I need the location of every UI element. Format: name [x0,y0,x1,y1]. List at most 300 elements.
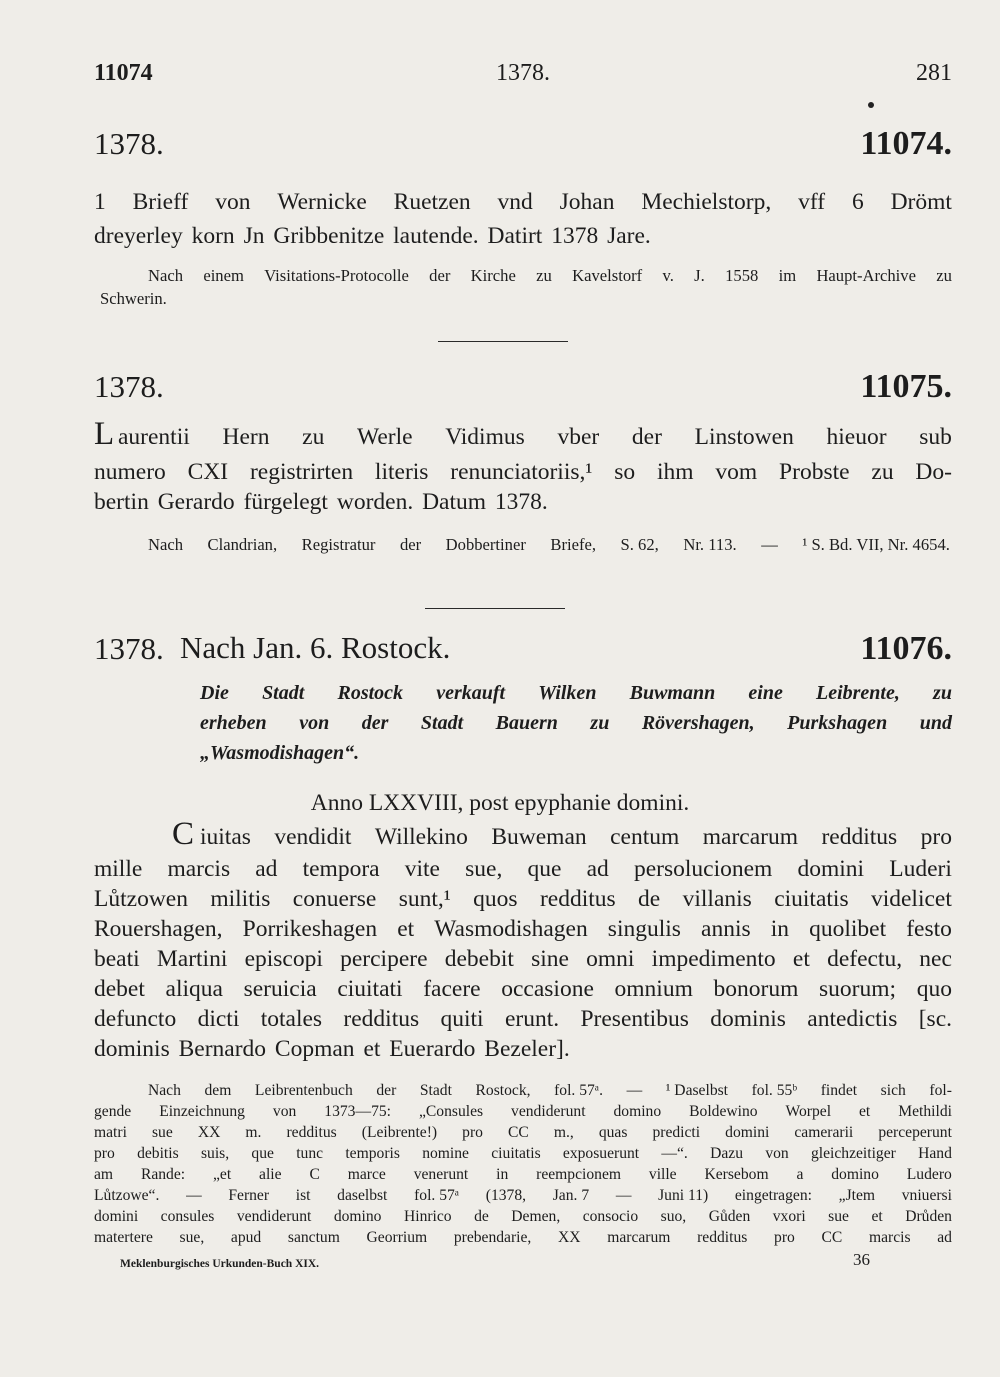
doc-11076-note-line [94,1229,952,1247]
word: Nr. 113. [683,535,737,554]
word: vber [557,424,600,450]
word: iuitas [200,824,251,850]
word: Die [200,682,229,704]
running-header-center: 1378. [496,60,550,86]
word: Nach [148,535,184,554]
doc-11075-body-line [94,459,952,486]
word: Martini [156,946,228,972]
word: — [626,1082,643,1099]
word: de [638,886,661,912]
word: dicti [197,1006,240,1032]
word: findet [820,1082,858,1099]
word: Linstowen [694,424,794,450]
word: von [272,1103,297,1120]
word: dominis [94,1036,170,1062]
word: persolucionem [633,856,773,882]
section-divider [438,341,568,342]
doc-11076-body-line [94,916,952,943]
word: Wilken [538,682,597,704]
word: und [919,712,952,734]
doc-11074-body-line [94,223,952,250]
word: Rostock, [475,1082,531,1099]
doc-11075-first-line [94,416,952,452]
word: Leibrentenbuch [254,1082,353,1099]
word: Wasmodishagen [434,916,588,942]
word: Kirche [470,266,516,285]
word: J. [694,266,705,285]
word: festo [906,916,952,942]
word: Datirt [487,223,543,249]
word: vff [798,189,826,215]
word: villanis [682,886,752,912]
doc-11076-note-line [94,1187,952,1205]
word: defectu, [827,946,903,972]
word: fol- [929,1082,952,1099]
word: m., [553,1124,574,1141]
doc-11076-first-line-words [200,824,952,851]
ink-dot [868,102,874,108]
word: eine [748,682,783,704]
word: dem [204,1082,232,1099]
word: vendiderunt [511,1103,586,1120]
doc-11075-source-line [148,535,950,555]
word: 1378 [551,223,599,249]
word: von [215,189,251,215]
word: sue, [465,856,503,882]
word: zu [933,682,952,704]
word: Rande: [140,1166,186,1183]
word: mille [94,856,143,882]
word: Ferner [228,1187,270,1204]
footer-signature: 36 [853,1250,870,1269]
word: [sc. [918,1006,952,1032]
word: Drömt [890,189,952,215]
word: Georrium [366,1229,428,1246]
word: erheben [200,712,267,734]
word: korn [191,223,235,249]
word: Porrikeshagen [242,916,378,942]
word: percipere [340,946,428,972]
word: Stadt [419,1082,452,1099]
word: Do- [915,459,952,485]
word: quiti [440,1006,484,1032]
word: Wernicke [277,189,367,215]
doc-11076-body-line [94,1006,952,1033]
word: CXI [187,459,229,485]
word: pro [920,824,952,850]
word: einem [203,266,244,285]
word: redditus [343,1006,420,1032]
doc-11076-regest-line [200,742,952,765]
word: consocio [582,1208,639,1225]
word: sue [151,1124,173,1141]
word: reempcionem [536,1166,622,1183]
word: domini [797,856,865,882]
word: omnium [614,976,693,1002]
word: Stadt [262,682,305,704]
word: sue, [179,1229,205,1246]
word: matri [94,1124,127,1141]
word: ciuitati [337,976,403,1002]
word: Kersebom [704,1166,769,1183]
word: debitis [137,1145,179,1162]
word: zu [936,266,952,285]
word: domini [725,1124,770,1141]
word: camerarii [794,1124,854,1141]
word: zu [302,424,325,450]
word: Rouershagen, [94,916,223,942]
word: episcopi [244,946,323,972]
word: im [778,266,797,285]
word: beati [94,946,140,972]
doc-11074-body-line [94,189,952,216]
word: occasione [501,976,594,1002]
word: Hinrico [403,1208,452,1225]
word: dominis [710,1006,786,1032]
word: 1373—75: [324,1103,391,1120]
word: predicti [652,1124,701,1141]
running-header-right: 281 [916,60,952,86]
word: militis [210,886,271,912]
word: Mechielstorp, [641,189,772,215]
word: zu [536,266,552,285]
word: m. [245,1124,262,1141]
word: Werle [357,424,413,450]
word: ad [586,856,609,882]
word: lautende. [393,223,479,249]
word: dreyerley [94,223,183,249]
word: Einzeichnung [159,1103,245,1120]
doc-11076-note-line [94,1145,952,1163]
word: alie [259,1166,282,1183]
word: v. [662,266,674,285]
word: „Jtem [838,1187,876,1204]
doc-11076-body-line [94,856,952,883]
doc-11076-body-line [94,1036,952,1063]
word: annis [701,916,751,942]
word: venerunt [413,1166,469,1183]
word: prebendarie, [453,1229,532,1246]
word: registrirten [249,459,354,485]
word: et [397,916,415,942]
word: Dobbertiner [445,535,526,554]
word: „Wasmodishagen“. [200,742,360,764]
word: sich [880,1082,906,1099]
word: vendidit [274,824,352,850]
word: eingetragen: [734,1187,812,1204]
word: Gribbenitze [273,223,385,249]
doc-11074-date: 1378. [94,126,164,161]
doc-11076-note-line [94,1124,952,1142]
word: Hand [918,1145,952,1162]
word: vnd [497,189,533,215]
word: domino [831,1166,879,1183]
word: Haupt-Archive [816,266,916,285]
word: fol. 57ᵃ [414,1187,460,1204]
word: vom [715,459,758,485]
word: Hern [222,424,270,450]
doc-11076-initial: C [172,816,195,852]
word: in [496,1166,509,1183]
word: quas [598,1124,628,1141]
word: Bauern [495,712,558,734]
word: debebit [444,946,514,972]
word: et [363,1036,381,1062]
word: defuncto [94,1006,177,1032]
word: Juni 11) [658,1187,709,1204]
word: von [299,712,330,734]
word: Buweman [491,824,587,850]
word: Briefe, [550,535,596,554]
word: fol. 55ᵇ [751,1082,798,1099]
word: Methildi [898,1103,952,1120]
word: am [94,1166,114,1183]
word: sue [828,1208,849,1225]
word: pro [462,1124,483,1141]
doc-11076-place: Nach Jan. 6. Rostock. [180,630,451,665]
word: Leibrente, [816,682,900,704]
doc-11076-note-line [94,1208,952,1226]
word: et [792,946,810,972]
word: Nach [148,266,184,285]
word: der [429,266,451,285]
word: marcarum [702,824,798,850]
word: vxori [772,1208,806,1225]
word: sine [531,946,569,972]
word: nec [919,946,952,972]
word: totales [260,1006,323,1032]
word: CC [507,1124,529,1141]
word: XX [197,1124,221,1141]
word: Gůden [708,1208,751,1225]
word: ist [295,1187,311,1204]
doc-11076-regest-line [200,712,952,735]
word: et [871,1208,883,1225]
word: Demen, [511,1208,561,1225]
word: (1378, [485,1187,527,1204]
word: domino [333,1208,382,1225]
doc-11075-number: 11075. [860,368,952,405]
word: aurentii [118,424,190,450]
word: redditus [821,824,898,850]
word: Euerardo [389,1036,476,1062]
doc-11075-first-line-words [118,424,952,451]
doc-11076-regest-line [200,682,952,705]
word: Brieff [132,189,189,215]
word: in [770,916,790,942]
word: erunt. [504,1006,560,1032]
word: gende [94,1103,132,1120]
word: 1558 [725,266,759,285]
word: exposuerunt [562,1145,640,1162]
word: redditus [539,886,616,912]
word: impedimento [651,946,776,972]
word: ad [937,1229,952,1246]
word: zu [871,459,894,485]
word: Luderi [889,856,952,882]
word: ¹ Daselbst [665,1082,729,1099]
word: seruicia [243,976,317,1002]
word: zu [590,712,610,734]
word: marcarum [607,1229,671,1246]
word: nomine [422,1145,469,1162]
word: singulis [607,916,681,942]
word: Purkshagen [787,712,888,734]
doc-11076-heading [94,630,952,668]
word: vendiderunt [236,1208,312,1225]
word: Jan. 7 [552,1187,590,1204]
word: numero [94,459,166,485]
doc-11076-number: 11076. [860,630,952,667]
word: der [361,712,389,734]
word: Ludero [906,1166,952,1183]
word: matertere [94,1229,153,1246]
word: C [309,1166,320,1183]
word: suo, [660,1208,687,1225]
word: temporis [345,1145,400,1162]
word: Probste [779,459,850,485]
word: fürgelegt [243,489,328,515]
word: Kavelstorf [572,266,643,285]
doc-11076-date: 1378. [94,631,164,666]
word: gleichzeitiger [810,1145,896,1162]
word: Schwerin. [100,289,167,308]
word: — [761,535,778,554]
word: Presentibus [580,1006,689,1032]
doc-11076-body-line [94,946,952,973]
doc-11074-heading [94,125,952,163]
word: quos [473,886,518,912]
word: so [614,459,636,485]
word: Dazu [710,1145,744,1162]
doc-11076-note-line [148,1082,952,1100]
word: Clandrian, [207,535,278,554]
word: bertin [94,489,149,515]
word: ville [648,1166,677,1183]
word: pro [774,1229,795,1246]
word: — [186,1187,202,1204]
word: „et [212,1166,232,1183]
doc-11076-note-line [94,1103,952,1121]
word: domino [613,1103,662,1120]
word: Rostock [337,682,404,704]
word: marcis [167,856,231,882]
word: Ruetzen [393,189,471,215]
word: Gerardo [157,489,235,515]
word: sunt,¹ [398,886,451,912]
word: —“. [661,1145,688,1162]
word: bonorum [713,976,799,1002]
word: Johan [559,189,615,215]
word: Jn [243,223,265,249]
word: conuerse [292,886,377,912]
word: Vidimus [445,424,525,450]
word: — [615,1187,632,1204]
word: redditus [697,1229,748,1246]
word: ciuitatis [774,886,849,912]
word: Willekino [374,824,468,850]
word: von [765,1145,789,1162]
word: suorum; [819,976,897,1002]
word: debet [94,976,145,1002]
word: Buwmann [629,682,716,704]
word: der [399,535,422,554]
word: renunciatoriis,¹ [450,459,593,485]
word: marce [347,1166,386,1183]
word: vniuersi [901,1187,952,1204]
word: ihm [657,459,694,485]
word: domini [94,1208,139,1225]
word: Bezeler]. [484,1036,570,1062]
word: XX [558,1229,581,1246]
word: perceperunt [878,1124,952,1141]
section-divider [425,608,565,609]
word: worden. [336,489,414,515]
word: Nach [148,1082,181,1099]
word: et [859,1103,871,1120]
word: apud [230,1229,262,1246]
word: ad [255,856,278,882]
doc-11075-heading [94,368,952,406]
word: fol. 57ᵃ. [554,1082,603,1099]
word: Worpel [785,1103,832,1120]
word: S. 62, [620,535,659,554]
word: ¹ S. Bd. VII, Nr. 4654. [802,535,950,554]
word: consules [160,1208,215,1225]
word: daselbst [337,1187,388,1204]
word: que [527,856,562,882]
word: Boldewino [689,1103,758,1120]
doc-11075-date: 1378. [94,369,164,404]
word: Jare. [607,223,651,249]
word: sub [919,424,952,450]
word: Lůtzowe“. [94,1187,160,1204]
word: Stadt [420,712,464,734]
word: facere [423,976,481,1002]
word: (Leibrente!) [361,1124,438,1141]
word: tunc [296,1145,324,1162]
doc-11076-first-line [172,816,952,852]
word: de [474,1208,489,1225]
word: suis, [200,1145,230,1162]
word: 6 [851,189,864,215]
word: videlicet [870,886,952,912]
word: Bernardo [178,1036,267,1062]
word: hieuor [826,424,887,450]
doc-11074-number: 11074. [860,125,952,162]
footer-publication: Meklenburgisches Urkunden-Buch XIX. [120,1258,320,1270]
word: der [631,424,662,450]
word: quo [916,976,952,1002]
word: literis [374,459,429,485]
word: der [376,1082,397,1099]
doc-11075-body-line [94,489,952,516]
doc-11075-initial: L [94,416,115,452]
doc-11074-source-line [100,289,952,309]
word: Drůden [905,1208,952,1225]
word: CC [821,1229,843,1246]
word: ciuitatis [491,1145,541,1162]
word: quolibet [809,916,887,942]
doc-11074-source-line [148,266,952,286]
word: 1378. [494,489,548,515]
word: Lůtzowen [94,886,188,912]
word: „Consules [418,1103,484,1120]
doc-11076-body-line [94,976,952,1003]
word: marcis [868,1229,911,1246]
doc-11076-body-line [94,886,952,913]
word: a [796,1166,804,1183]
